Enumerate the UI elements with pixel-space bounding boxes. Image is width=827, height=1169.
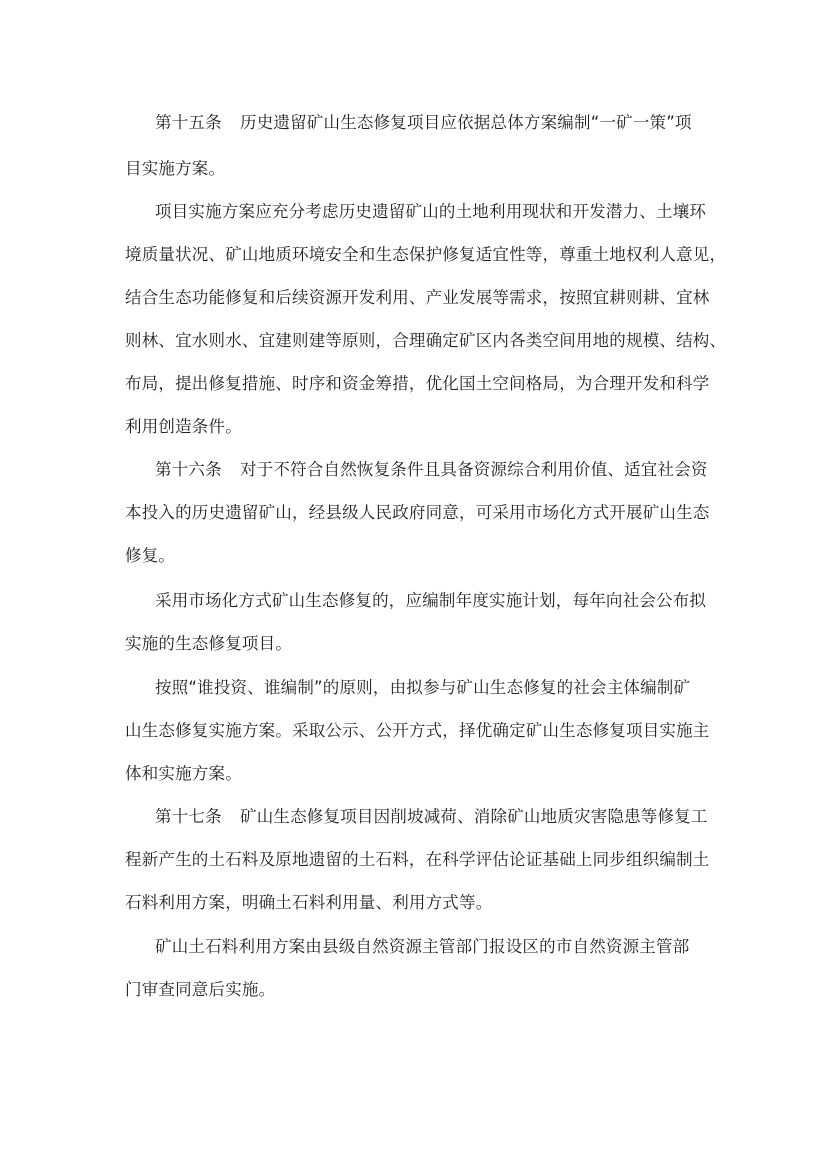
paragraph-text: 布局，提出修复措施、时序和资金筹措，优化国土空间格局，为合理开发和科学 xyxy=(125,374,710,393)
paragraph-line xyxy=(0,285,827,311)
article-text: 本投入的历史遗留矿山，经县级人民政府同意，可采用市场化方式开展矿山生态 xyxy=(125,503,710,522)
paragraph-line xyxy=(0,199,827,225)
article-text: 矿山生态修复项目因削坡减荷、消除矿山地质灾害隐患等修复工 xyxy=(240,807,708,826)
paragraph-text: 利用创造条件。 xyxy=(125,417,242,436)
paragraph-line xyxy=(0,500,827,526)
article-text: 对于不符合自然恢复条件且具备资源综合利用价值、适宜社会资 xyxy=(240,460,708,479)
article-number: 第十六条 xyxy=(155,460,222,479)
paragraph-text: 采用市场化方式矿山生态修复的，应编制年度实施计划，每年向社会公布拟 xyxy=(155,591,707,610)
paragraph-line xyxy=(0,934,827,960)
paragraph-line xyxy=(0,675,827,701)
paragraph-line xyxy=(0,543,827,569)
paragraph-line xyxy=(0,804,827,830)
paragraph-text: 则林、宜水则水、宜建则建等原则，合理确定矿区内各类空间用地的规模、结构、 xyxy=(125,331,727,350)
paragraph-line xyxy=(0,890,827,916)
paragraph-text: 按照“谁投资、谁编制”的原则，由拟参与矿山生态修复的社会主体编制矿 xyxy=(155,678,691,697)
article-text: 程新产生的土石料及原地遗留的土石料，在科学评估论证基础上同步组织编制土 xyxy=(125,850,710,869)
article-number: 第十五条 xyxy=(155,113,222,132)
paragraph-line xyxy=(0,977,827,1003)
paragraph-line xyxy=(0,761,827,787)
paragraph-text: 项目实施方案应充分考虑历史遗留矿山的土地利用现状和开发潜力、土壤环 xyxy=(155,202,707,221)
paragraph-text: 门审查同意后实施。 xyxy=(125,980,276,999)
paragraph-line xyxy=(0,110,827,136)
paragraph-line xyxy=(0,588,827,614)
paragraph-line xyxy=(0,847,827,873)
paragraph-text: 体和实施方案。 xyxy=(125,764,242,783)
article-text: 目实施方案。 xyxy=(125,159,226,178)
paragraph-line xyxy=(0,457,827,483)
paragraph-line xyxy=(0,718,827,744)
paragraph-line xyxy=(0,242,827,268)
paragraph-line xyxy=(0,631,827,657)
article-text: 历史遗留矿山生态修复项目应依据总体方案编制“一矿一策”项 xyxy=(240,113,692,132)
article-number: 第十七条 xyxy=(155,807,222,826)
paragraph-line xyxy=(0,328,827,354)
paragraph-line xyxy=(0,371,827,397)
paragraph-text: 实施的生态修复项目。 xyxy=(125,634,292,653)
paragraph-text: 境质量状况、矿山地质环境安全和生态保护修复适宜性等，尊重土地权利人意见， xyxy=(125,245,727,264)
paragraph-text: 矿山土石料利用方案由县级自然资源主管部门报设区的市自然资源主管部 xyxy=(155,937,690,956)
paragraph-line xyxy=(0,156,827,182)
paragraph-text: 山生态修复实施方案。采取公示、公开方式，择优确定矿山生态修复项目实施主 xyxy=(125,721,710,740)
article-text: 石料利用方案，明确土石料利用量、利用方式等。 xyxy=(125,893,493,912)
article-text: 修复。 xyxy=(125,546,176,565)
paragraph-text: 结合生态功能修复和后续资源开发利用、产业发展等需求，按照宜耕则耕、宜林 xyxy=(125,288,710,307)
paragraph-line xyxy=(0,414,827,440)
